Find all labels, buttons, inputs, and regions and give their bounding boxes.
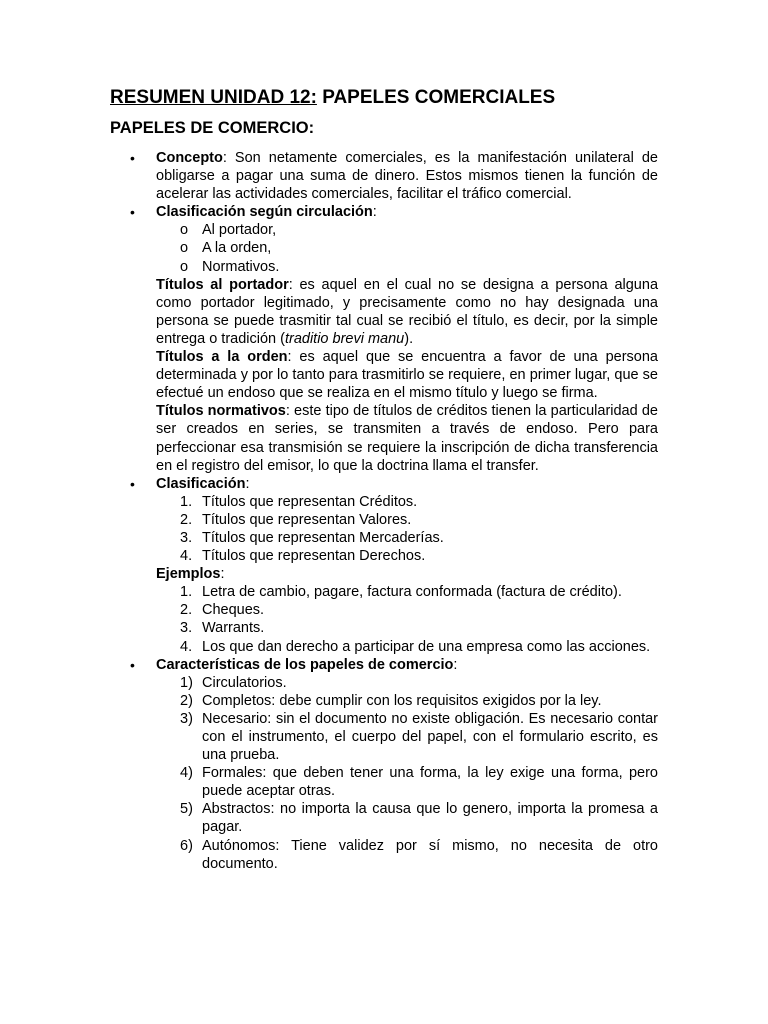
list-item-text: Necesario: sin el documento no existe obligación. Es necesario contar con el instrumento, el cuerpo del papel, con el formulario escrito, es una prueba. — [202, 710, 658, 764]
text-normativos: : este tipo de títulos de créditos tienen la particularidad de ser creados en series, se transmiten a través de endoso. Pero para perfeccionar esa transmisión se requiere la inscripción de dicha transferencia en el registro del emisor, lo que la doctrina llama el transfer. — [156, 403, 658, 474]
number-marker: 2. — [180, 602, 193, 619]
number-marker: 3. — [180, 620, 193, 637]
list-item-text: Al portador, — [202, 222, 277, 239]
text-clasificacion: : — [245, 475, 250, 492]
circle-marker: o — [180, 240, 189, 257]
list-item — [110, 529, 658, 547]
bullet-marker: • — [130, 150, 135, 166]
list-item — [110, 692, 658, 710]
italic-latin-term: traditio brevi manu — [284, 330, 405, 347]
list-item — [110, 547, 658, 565]
list-item — [110, 764, 658, 800]
list-item-text: Títulos que representan Créditos. — [202, 493, 418, 510]
document-content — [110, 86, 658, 873]
bullet-marker: • — [130, 475, 135, 492]
text-concepto: : Son netamente comerciales, es la manifestación unilateral de obligarse a pagar una suma de dinero. Estos mismos tienen la función de acelerar las actividades comerciales, facilitar el tráfico comercial. — [156, 150, 658, 203]
text-orden: : es aquel que se encuentra a favor de una persona determinada y por lo tanto para trasmitirlo se requiere, en primer lugar, que se efectué un endoso que se realiza en el mismo título y luego se firma. — [156, 349, 658, 402]
circle-marker: o — [180, 258, 189, 275]
term-normativos: Títulos normativos — [156, 403, 286, 420]
term-caracteristicas: Características de los papeles de comercio — [156, 656, 454, 673]
number-marker: 1. — [180, 493, 193, 510]
number-marker: 4. — [180, 638, 193, 655]
text-portador: : es aquel en el cual no se designa a persona alguna como portador legitimado, y precisamente como no hay designada una persona se puede trasmitir tal cual se recibió el título, es decir, por la simple entrega o tradición ( — [156, 276, 659, 347]
list-item-text: Títulos que representan Mercaderías. — [202, 529, 444, 546]
document-title — [110, 86, 658, 110]
number-marker: 2. — [180, 511, 193, 528]
list-item-text: Títulos que representan Valores. — [202, 511, 412, 528]
list-item-text: A la orden, — [202, 240, 272, 257]
number-marker: 1. — [180, 584, 193, 601]
bullet-concepto — [110, 149, 658, 203]
list-item — [110, 619, 658, 637]
term-ejemplos: Ejemplos — [156, 566, 221, 583]
list-item-text: Los que dan derecho a participar de una empresa como las acciones. — [202, 638, 651, 655]
list-item — [110, 239, 658, 257]
number-marker: 5) — [180, 801, 193, 818]
list-item — [110, 601, 658, 619]
list-item — [110, 258, 658, 276]
number-marker: 6) — [180, 837, 193, 854]
paragraph-normativos — [110, 402, 658, 474]
term-portador: Títulos al portador — [156, 276, 289, 293]
bullet-caracteristicas — [110, 656, 658, 674]
title-rest: PAPELES COMERCIALES — [316, 87, 556, 108]
list-item-text: Formales: que deben tener una forma, la ley exige una forma, pero puede aceptar otras. — [202, 765, 658, 800]
list-item — [110, 674, 658, 692]
circle-marker: o — [180, 222, 189, 239]
number-marker: 1) — [180, 674, 193, 691]
list-item — [110, 493, 658, 511]
list-item-text: Normativos. — [202, 258, 280, 275]
list-item — [110, 800, 658, 836]
term-concepto: Concepto — [156, 150, 223, 166]
term-clasificacion-circulacion: Clasificación según circulación — [156, 204, 373, 221]
term-clasificacion: Clasificación — [156, 475, 246, 492]
number-marker: 3. — [180, 529, 193, 546]
list-item-text: Abstractos: no importa la causa que lo genero, importa la promesa a pagar. — [202, 801, 658, 836]
text-portador-end: ). — [404, 330, 414, 347]
number-marker: 2) — [180, 692, 193, 709]
list-item-text: Circulatorios. — [202, 674, 287, 691]
list-item — [110, 221, 658, 239]
number-marker: 4. — [180, 548, 193, 565]
list-item-text: Letra de cambio, pagare, factura conformada (factura de crédito). — [202, 584, 622, 601]
bullet-marker: • — [130, 204, 135, 221]
bullet-clasificacion-circulacion — [110, 203, 658, 221]
list-item — [110, 710, 658, 764]
text-caracteristicas: : — [453, 656, 458, 673]
paragraph-orden — [110, 348, 658, 402]
term-orden: Títulos a la orden — [156, 349, 288, 366]
paragraph-ejemplos — [110, 565, 658, 583]
number-marker: 4) — [180, 765, 193, 782]
list-item-text: Cheques. — [202, 602, 265, 619]
list-item — [110, 511, 658, 529]
number-marker: 3) — [180, 710, 193, 727]
list-item-text: Títulos que representan Derechos. — [202, 548, 426, 565]
list-item-text: Autónomos: Tiene validez por sí mismo, no necesita de otro documento. — [202, 837, 658, 872]
list-item — [110, 583, 658, 601]
bullet-marker: • — [130, 656, 135, 673]
text-clasificacion-circulacion: : — [372, 204, 377, 221]
list-item — [110, 837, 658, 873]
section-heading: PAPELES DE COMERCIO: — [110, 119, 315, 137]
list-item-text: Completos: debe cumplir con los requisitos exigidos por la ley. — [202, 692, 602, 709]
paragraph-portador — [110, 276, 658, 348]
list-item — [110, 638, 658, 656]
bullet-clasificacion — [110, 475, 658, 493]
title-underlined: RESUMEN UNIDAD 12: — [110, 87, 317, 108]
list-item-text: Warrants. — [202, 620, 265, 637]
text-ejemplos: : — [220, 566, 225, 583]
